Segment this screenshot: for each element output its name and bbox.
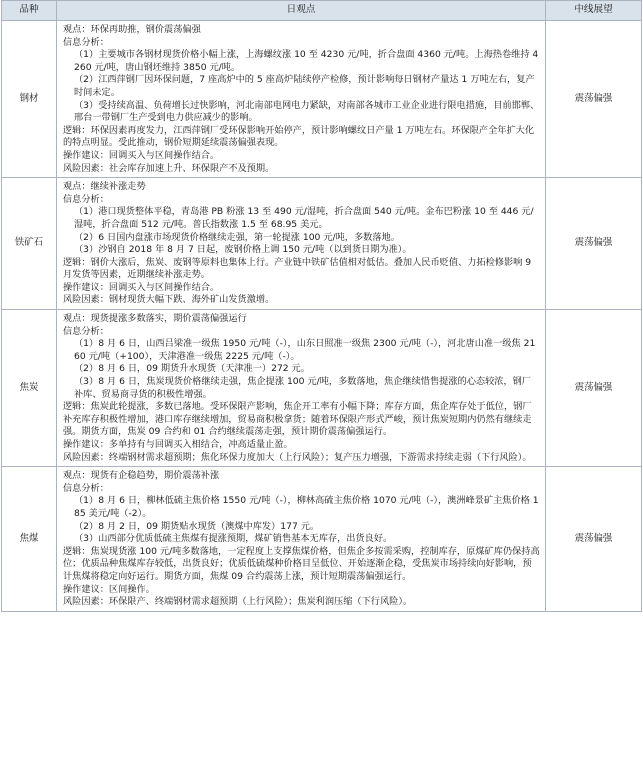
- info-point: （3）受持续高温、负荷增长过快影响，河北南部电网电力紧缺，对南部各城市工业企业进行限电措施，目前邯郸、邢台一带钢厂生产受到电力供应减少的影响。: [74, 99, 540, 124]
- product-cell: 焦炭: [2, 310, 57, 467]
- outlook-cell: 震荡偏强: [546, 467, 642, 612]
- product-cell: 钢材: [2, 21, 57, 178]
- header-product: 品种: [2, 1, 57, 21]
- advice-text: 操作建议：回调买入与区间操作结合。: [63, 149, 220, 161]
- view-headline: 观点：继续补涨走势: [63, 181, 146, 193]
- daily-view-cell: [57, 467, 546, 612]
- info-title: 信息分析：: [63, 482, 109, 494]
- info-point: （1）港口现货整体平稳，青岛港 PB 粉涨 13 至 490 元/湿吨，折合盘面 540 元/吨。金布巴粉涨 10 至 446 元/湿吨，折合盘面 512 元/吨。普氏指数涨 1.5 至 68.95 美元。: [74, 206, 534, 230]
- table-row: [2, 178, 642, 310]
- header-outlook: 中线展望: [546, 1, 642, 21]
- logic-text: 逻辑：焦炭现货涨 100 元/吨多数落地，一定程度上支撑焦煤价格，但焦企多按需采购，控制库存，原煤矿库仍保持高位；优质品种焦煤库存较低，出货良好；优质低硫煤种价格目呈低位、开始逐渐企稳，受焦炭市场持续向好影响，预计焦煤将稳定向好运行。期货方面，焦煤 09 合约震荡上涨，预计短期震荡偏强运行。: [63, 545, 540, 582]
- info-point: （2）8 月 6 日，09 期货升水现货（天津准一）272 元。: [74, 363, 310, 375]
- info-title: 信息分析：: [63, 325, 109, 337]
- info-point: （1）8 月 6 日，山西吕梁准一级焦 1950 元/吨（-），山东日照准一级焦 2300 元/吨（-），河北唐山准一级焦 2160 元/吨（+100），天津港准一级焦 2225 元/吨（-）。: [74, 338, 536, 362]
- risk-text: 风险因素：社会库存加速上升、环保限产不及预期。: [63, 162, 275, 174]
- logic-text: 逻辑：环保因素再度发力，江西萍钢厂受环保影响开始停产，预计影响螺纹日产量 1 万吨左右。环保限产全年扩大化的特点明显。受此推动，钢价短期延续震荡偏强表现。: [63, 124, 535, 149]
- info-point: （2）6 日国内盘涨市场现货价格继续走强，第一轮提涨 100 元/吨，多数落地。: [74, 231, 400, 243]
- daily-view-cell: [57, 21, 546, 178]
- table-row: [2, 467, 642, 612]
- advice-text: 操作建议：多单持有与回调买入相结合，冲高适量止盈。: [63, 439, 293, 450]
- outlook-cell: 震荡偏强: [546, 310, 642, 467]
- logic-text: 逻辑：焦炭此轮提涨，多数已落地。受环保限产影响，焦企开工率有小幅下降；库存方面，焦企库存处于低位，钢厂补充库存积极性增加，港口库存继续增加，贸易商积极拿货；随着环保限产形式严峻，预计焦炭短期内仍然有继续走强。期货方面，焦炭 09 合约和 01 合约继续震荡走强，预计期价震荡偏强运行。: [63, 401, 532, 438]
- view-headline: 观点：现货提涨多数落实，期价震荡偏强运行: [63, 313, 247, 325]
- info-title: 信息分析：: [63, 36, 109, 48]
- advice-text: 操作建议：区间操作。: [63, 583, 155, 595]
- logic-text: 逻辑：钢价大涨后，焦炭、废钢等原料也集体上行。产业链中铁矿估值相对低估。叠加人民币贬值、力拓检修影响 9 月发货等因素，近期继续补涨走势。: [63, 256, 532, 281]
- risk-text: 风险因素：终端钢材需求超预期；焦化环保力度加大（上行风险）；复产压力增强，下游需求持续走弱（下行风险）。: [63, 451, 532, 463]
- daily-view-cell: [57, 178, 546, 310]
- info-point: （1）主要城市各钢材现货价格小幅上涨，上海螺纹涨 10 至 4230 元/吨，折合盘面 4360 元/吨。上海热卷维持 4260 元/吨，唐山钢坯维持 3850 元/吨。: [74, 49, 539, 73]
- table-row: [2, 310, 642, 467]
- outlook-cell: 震荡偏强: [546, 178, 642, 310]
- info-title: 信息分析：: [63, 193, 109, 205]
- product-cell: 铁矿石: [2, 178, 57, 310]
- view-headline: 观点：现货有企稳趋势，期价震荡补涨: [63, 470, 220, 482]
- risk-text: 风险因素：环保限产、终端钢材需求超预期（上行风险）；焦炭利润压缩（下行风险）。: [63, 596, 413, 608]
- info-point: （3）沙钢自 2018 年 8 月 7 日起，废钢价格上调 150 元/吨（以到货日期为准）。: [74, 244, 412, 256]
- info-point: （3）8 月 6 日，焦炭现货价格继续走强，焦企提涨 100 元/吨，多数落地，焦企继续惜售提涨的心态较浓，钢厂补库、贸易商寻货的积极性增强。: [74, 376, 532, 400]
- daily-view-table: [1, 0, 642, 612]
- product-cell: 焦煤: [2, 467, 57, 612]
- info-point: （1）8 月 6 日，柳林低硫主焦价格 1550 元/吨（-），柳林高硫主焦价格 1070 元/吨（-），澳洲峰景矿主焦价格 185 美元/吨（-2）。: [74, 495, 539, 519]
- info-point: （3）山西部分优质低硫主焦煤有提涨预期，煤矿销售基本无库存，出货良好。: [74, 533, 393, 545]
- view-headline: 观点：环保再助推，钢价震荡偏强: [63, 24, 201, 35]
- info-point: （2）8 月 2 日，09 期货贴水现货（澳煤中库发）177 元。: [74, 520, 320, 532]
- info-point: （2）江西萍钢厂因环保问题，7 座高炉中的 5 座高炉陆续停产检修，预计影响每日钢材产量达 1 万吨左右，复产时间未定。: [74, 74, 535, 98]
- advice-text: 操作建议：回调买入与区间操作结合。: [63, 281, 220, 293]
- daily-view-cell: [57, 310, 546, 467]
- header-row: [2, 1, 642, 21]
- table-row: [2, 21, 642, 178]
- risk-text: 风险因素：钢材现货大幅下跌、海外矿山发货激增。: [63, 294, 275, 306]
- outlook-cell: 震荡偏强: [546, 21, 642, 178]
- header-daily-view: 日观点: [57, 1, 546, 21]
